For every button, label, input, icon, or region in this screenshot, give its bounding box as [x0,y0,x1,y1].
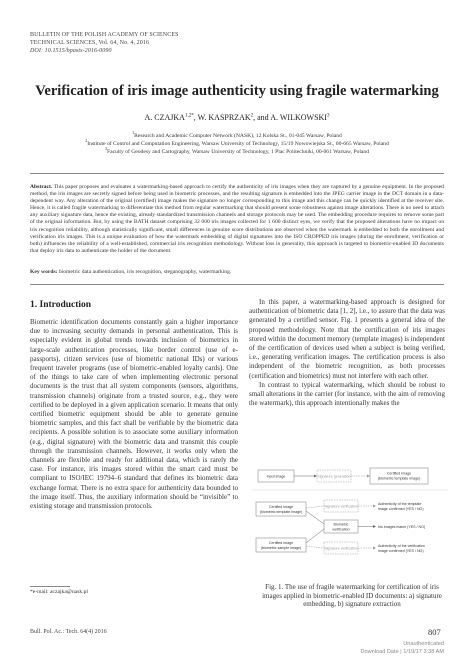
biometric-verification-line2: verification [332,527,350,532]
connector-sample-to-biover [306,529,324,543]
abstract-label: Abstract. [30,184,53,190]
footnote-rule [30,586,70,587]
certified-template-line2: (biometric template image) [259,510,303,514]
author-3: , and A. WILKOWSKI [253,113,327,122]
affiliation-3-text: Faculty of Geodesy and Cartography, Warsaw University of Technology, 1 Plac Politechniki, 00-061 Warsaw, Poland [106,148,370,155]
arrowhead-3 [373,505,376,508]
author-1: A. CZAJKA [144,113,185,122]
certified-sample-line2: (biometric sample image) [260,546,302,550]
journal-header [30,31,330,55]
right-paragraph-1: In this paper, a watermarking-based approach is designed for authentication of biometric data [1, 2], i.e., to assure that the data was generated by a certified sensor. Fig. 1 presents a general idea of the proposed methodology. Note that the certification of iris images stored within the document memory (template images) is independent of the certification of devices used when a subject is being verified, i.e., generating verification images. The certification process is also independent of the biometric recognition, as both processes (certification and biometrics) must not interfere with each other. [249,298,445,380]
result-3-line2: image confirmed (YES / NO) [378,549,424,553]
arrowhead-2 [367,475,370,478]
left-paragraph-1: Biometric identification documents constantly gain a higher importance due to increasing security demands in personal authentication. This is especially evident in global trends towards inclusion of biometrics in large-scale authentication processes, like border control (use of e-passports), citizen services (use of biometric national IDs) or various frequent traveler programs (use of biometric-enabled loyalty cards). One of the things to take care of when implementing electronic personal documents is the trust that all system components (sensors, algorithms, transmission channels) originate from a trusted source, e.g., they were certified to be deployed in a given application scenario. It means that only certified biometric equipment should be able to generate genuine biometric samples, and this fact shall be verifiable by the biometric data recipients. A possible solution is to associate some auxiliary information (e.g., digital signature) with the biometric data and transmit this couple through the transmission channels. However, it works only when the channels are flexible and ready for additional data, which is rarely the case. For instance, iris images stored within the smart card must be compliant to ISO/IEC 19794–6 standard that defines its biometric data exchange format. There is no extra space for authenticity data bounded to the image itself. Thus, the auxiliary information should be “invisible” to existing storage and transmission protocols. [30,318,238,511]
unauthenticated-label: Unauthenticated [403,641,444,647]
input-image-label: Input image [266,474,286,479]
abstract-bottom-rule [30,284,444,285]
keywords-text: biometric data authentication, iris recognition, steganography, watermarking. [58,269,232,275]
author-2: , W. KASPRZAK [193,113,251,122]
download-stamp [360,640,444,656]
abstract-text: This paper proposes and evaluates a watermarking-based approach to certify the authenticity of iris images when they are captured by a genuine equipment. In the proposed method, the iris images are secretly signed before being used in biometric processes, and the resulting signature is embedded into the JPEG carrier image in the DCT domain in a data-dependent way. Any alteration of the original (certified) image makes the signature no longer corresponding to this image and this change can be quickly identified at the receiver site. Hence, it is called fragile watermarking to differentiate this method from regular watermarking that should present some robustness against image alterations. There is no need to attach any auxiliary signature data, hence the existing, already standardized transmission channels and storage protocols may be used. The embedding procedure requires to remove some part of the original information. But, by using the BATH dataset comprising 32 000 iris images collected for 1 600 distinct eyes, we verify that the proposed alterations have no impact on iris recognition reliability, although statistically significant, small differences in genuine score distributions are observed when the watermark is embedded to both the enrollment and verification iris images. This is a unique evaluation of how the watermark embedding of digital signatures into the ISO CROPPED iris images (during the enrollment, verification or both) influences the reliability of a well-established, commercial iris recognition methodology. Without loss in generality, this approach is targeted to biometric-enabled ID documents that deploy iris data to authenticate the holder of the document. [30,184,444,254]
certified-template-line1: Certified image [268,505,294,509]
journal-name-line2: TECHNICAL SCIENCES, Vol. 64, No. 4, 2016 [30,40,150,46]
affiliation-3 [0,145,474,156]
author-3-affil: 3 [326,113,330,119]
certified-sample-line1: Certified image [268,541,294,545]
keywords [30,269,444,276]
author-2-affil: 2 [250,113,254,119]
affiliation-2-num: 2 [85,138,88,143]
left-column [30,318,238,511]
paper-title: Verification of iris image authenticity using fragile watermarking [35,83,439,99]
keywords-label: Key words: [30,269,58,275]
affiliation-1-num: 1 [132,130,135,135]
author-1-affil: 1,2* [184,113,194,119]
right-paragraph-2: In contrast to typical watermarking, which should be robust to small alterations in the carrier (for instance, with the aim of removing the watermark), this approach intentionally makes the [249,380,445,408]
affiliation-2-text: Institute of Control and Computation Engineering, Warsaw University of Technology, 15/19 Nowowiejska St., 00-665 Warsaw, Poland [87,140,389,147]
arrowhead-4 [373,525,376,528]
figure-1-diagram [252,464,448,578]
authors-line [0,113,474,122]
journal-name-line1: BULLETIN OF THE POLISH ACADEMY OF SCIENCES [30,32,179,38]
signature-verification-1-label: Signature verification [324,504,358,509]
abstract-top-rule [30,173,444,174]
signature-verification-2-label: Signature verification [324,546,358,551]
arrowhead-5 [373,547,376,550]
affiliation-1-text: Research and Academic Computer Network (NASK), 12 Kolska St., 01-045 Warsaw, Poland [134,132,342,139]
journal-doi: DOI: 10.1515/bpasts-2016-0090 [30,48,112,54]
connector-sample-to-sigver [306,546,324,548]
affiliation-3-num: 3 [104,146,107,151]
footer-citation: Bull. Pol. Ac.: Tech. 64(4) 2016 [30,629,107,635]
result-1-line2: image confirmed (YES / NO) [378,507,424,511]
result-1-line1: Authenticity of the template [378,502,422,506]
figure-1-svg [252,464,448,578]
figure-1-caption: Fig. 1. The use of fragile watermarking for certification of iris images applied in biometric-enabled ID documents: a) signature embedding, b) signature extraction [262,583,442,609]
certified-image-top-line2: (biometric template image) [377,476,421,481]
footnote-email: *e-mail: aczajka@nask.pl [30,589,88,595]
biometric-verification-line1: Biometric [333,522,349,527]
download-date: Download Date | 1/19/17 3:38 AM [360,649,444,655]
abstract [30,184,444,255]
connector-template-to-sigver [306,506,324,508]
section-heading-introduction: 1. Introduction [30,300,92,310]
signature-generation-label: Signature generation [317,474,351,479]
page-number: 807 [428,627,441,637]
result-3-line1: Authenticity of the verification [378,544,425,548]
result-2: Iris images match (YES / NO) [378,525,426,529]
connector-template-to-biover [306,511,324,524]
right-column [249,298,445,408]
certified-image-top-line1: Certified image [386,471,412,476]
